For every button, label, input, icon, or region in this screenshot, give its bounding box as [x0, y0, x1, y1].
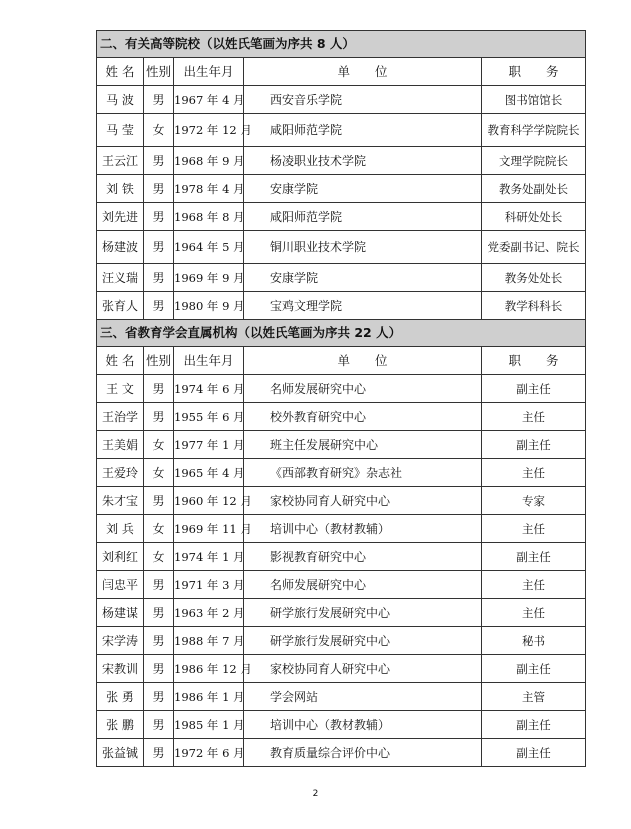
cell-birth: 1974 年 1 月	[174, 543, 244, 571]
cell-unit: 研学旅行发展研究中心	[244, 599, 482, 627]
cell-name: 刘 兵	[97, 515, 144, 543]
cell-gender: 男	[144, 147, 174, 175]
cell-birth: 1967 年 4 月	[174, 86, 244, 114]
cell-gender: 男	[144, 711, 174, 739]
cell-birth: 1965 年 4 月	[174, 459, 244, 487]
cell-gender: 男	[144, 292, 174, 320]
cell-unit: 校外教育研究中心	[244, 403, 482, 431]
header-name: 姓 名	[97, 347, 144, 375]
cell-gender: 女	[144, 543, 174, 571]
cell-position: 副主任	[482, 543, 586, 571]
cell-position: 专家	[482, 487, 586, 515]
cell-gender: 男	[144, 487, 174, 515]
cell-name: 宋学涛	[97, 627, 144, 655]
table-row	[97, 203, 586, 231]
cell-position: 党委副书记、院长	[482, 231, 586, 264]
cell-name: 宋教训	[97, 655, 144, 683]
header-unit: 单 位	[244, 347, 482, 375]
cell-position: 教学科科长	[482, 292, 586, 320]
cell-position: 图书馆馆长	[482, 86, 586, 114]
cell-unit: 名师发展研究中心	[244, 571, 482, 599]
cell-birth: 1955 年 6 月	[174, 403, 244, 431]
table-body	[97, 31, 586, 767]
cell-birth: 1964 年 5 月	[174, 231, 244, 264]
table-row	[97, 264, 586, 292]
cell-gender: 男	[144, 203, 174, 231]
cell-unit: 班主任发展研究中心	[244, 431, 482, 459]
cell-position: 教务处副处长	[482, 175, 586, 203]
cell-position: 副主任	[482, 375, 586, 403]
cell-birth: 1985 年 1 月	[174, 711, 244, 739]
cell-unit: 培训中心（教材教辅）	[244, 515, 482, 543]
cell-birth: 1972 年 6 月	[174, 739, 244, 767]
cell-unit: 铜川职业技术学院	[244, 231, 482, 264]
cell-birth: 1968 年 8 月	[174, 203, 244, 231]
cell-unit: 影视教育研究中心	[244, 543, 482, 571]
header-position: 职 务	[482, 58, 586, 86]
cell-position: 秘书	[482, 627, 586, 655]
cell-unit: 名师发展研究中心	[244, 375, 482, 403]
cell-position: 副主任	[482, 711, 586, 739]
cell-name: 刘先进	[97, 203, 144, 231]
cell-unit: 家校协同育人研究中心	[244, 655, 482, 683]
cell-birth: 1969 年 11 月	[174, 515, 244, 543]
table-row	[97, 175, 586, 203]
table-row	[97, 431, 586, 459]
table-row	[97, 515, 586, 543]
cell-name: 闫忠平	[97, 571, 144, 599]
cell-name: 王云江	[97, 147, 144, 175]
cell-name: 杨建波	[97, 231, 144, 264]
cell-unit: 西安音乐学院	[244, 86, 482, 114]
cell-gender: 女	[144, 431, 174, 459]
cell-unit: 宝鸡文理学院	[244, 292, 482, 320]
cell-birth: 1963 年 2 月	[174, 599, 244, 627]
cell-gender: 女	[144, 515, 174, 543]
cell-birth: 1986 年 1 月	[174, 683, 244, 711]
cell-gender: 男	[144, 231, 174, 264]
cell-name: 张益铖	[97, 739, 144, 767]
table-row	[97, 375, 586, 403]
cell-gender: 男	[144, 375, 174, 403]
table-row	[97, 711, 586, 739]
cell-gender: 女	[144, 459, 174, 487]
cell-gender: 男	[144, 599, 174, 627]
cell-position: 主任	[482, 459, 586, 487]
cell-position: 主任	[482, 571, 586, 599]
cell-position: 主管	[482, 683, 586, 711]
cell-position: 主任	[482, 599, 586, 627]
cell-position: 文理学院院长	[482, 147, 586, 175]
cell-position: 主任	[482, 515, 586, 543]
cell-name: 刘 铁	[97, 175, 144, 203]
header-position: 职 务	[482, 347, 586, 375]
cell-name: 汪义瑞	[97, 264, 144, 292]
cell-position: 副主任	[482, 739, 586, 767]
table-row	[97, 543, 586, 571]
cell-position: 副主任	[482, 655, 586, 683]
cell-gender: 男	[144, 683, 174, 711]
cell-unit: 家校协同育人研究中心	[244, 487, 482, 515]
header-birth: 出生年月	[174, 58, 244, 86]
header-gender: 性别	[144, 347, 174, 375]
cell-position: 副主任	[482, 431, 586, 459]
table-row	[97, 683, 586, 711]
cell-gender: 男	[144, 739, 174, 767]
cell-gender: 女	[144, 114, 174, 147]
section-title-row	[97, 320, 586, 347]
table-row	[97, 655, 586, 683]
header-row	[97, 58, 586, 86]
cell-unit: 培训中心（教材教辅）	[244, 711, 482, 739]
cell-birth: 1988 年 7 月	[174, 627, 244, 655]
cell-unit: 安康学院	[244, 264, 482, 292]
cell-gender: 男	[144, 627, 174, 655]
cell-name: 王 文	[97, 375, 144, 403]
cell-unit: 《西部教育研究》杂志社	[244, 459, 482, 487]
document-page	[96, 30, 585, 767]
table-row	[97, 599, 586, 627]
section-title: 三、省教育学会直属机构（以姓氏笔画为序共 22 人）	[97, 320, 586, 347]
page-number: 2	[312, 789, 319, 799]
table-row	[97, 114, 586, 147]
cell-name: 王治学	[97, 403, 144, 431]
cell-name: 刘利红	[97, 543, 144, 571]
cell-gender: 男	[144, 403, 174, 431]
header-name: 姓 名	[97, 58, 144, 86]
table-row	[97, 147, 586, 175]
cell-birth: 1980 年 9 月	[174, 292, 244, 320]
cell-birth: 1960 年 12 月	[174, 487, 244, 515]
cell-birth: 1972 年 12 月	[174, 114, 244, 147]
cell-birth: 1977 年 1 月	[174, 431, 244, 459]
cell-birth: 1974 年 6 月	[174, 375, 244, 403]
table-row	[97, 739, 586, 767]
cell-position: 教育科学学院院长	[482, 114, 586, 147]
cell-name: 杨建谋	[97, 599, 144, 627]
cell-position: 科研处处长	[482, 203, 586, 231]
cell-birth: 1978 年 4 月	[174, 175, 244, 203]
table-row	[97, 292, 586, 320]
section-title: 二、有关高等院校（以姓氏笔画为序共 8 人）	[97, 31, 586, 58]
header-row	[97, 347, 586, 375]
table-row	[97, 459, 586, 487]
section-title-row	[97, 31, 586, 58]
cell-unit: 咸阳师范学院	[244, 114, 482, 147]
cell-unit: 教育质量综合评价中心	[244, 739, 482, 767]
cell-position: 教务处处长	[482, 264, 586, 292]
cell-name: 王爱玲	[97, 459, 144, 487]
table-row	[97, 86, 586, 114]
header-gender: 性别	[144, 58, 174, 86]
cell-birth: 1968 年 9 月	[174, 147, 244, 175]
cell-unit: 安康学院	[244, 175, 482, 203]
cell-gender: 男	[144, 175, 174, 203]
table-row	[97, 231, 586, 264]
cell-birth: 1986 年 12 月	[174, 655, 244, 683]
cell-gender: 男	[144, 264, 174, 292]
cell-position: 主任	[482, 403, 586, 431]
cell-name: 张育人	[97, 292, 144, 320]
cell-name: 张 鹏	[97, 711, 144, 739]
cell-name: 张 勇	[97, 683, 144, 711]
cell-name: 朱才宝	[97, 487, 144, 515]
header-birth: 出生年月	[174, 347, 244, 375]
cell-gender: 男	[144, 655, 174, 683]
cell-gender: 男	[144, 86, 174, 114]
cell-unit: 研学旅行发展研究中心	[244, 627, 482, 655]
table-row	[97, 627, 586, 655]
cell-gender: 男	[144, 571, 174, 599]
cell-name: 王美娟	[97, 431, 144, 459]
cell-name: 马 波	[97, 86, 144, 114]
header-unit: 单 位	[244, 58, 482, 86]
table-row	[97, 487, 586, 515]
cell-birth: 1971 年 3 月	[174, 571, 244, 599]
cell-unit: 学会网站	[244, 683, 482, 711]
personnel-table	[96, 30, 586, 767]
cell-name: 马 莹	[97, 114, 144, 147]
table-row	[97, 571, 586, 599]
cell-unit: 杨凌职业技术学院	[244, 147, 482, 175]
cell-birth: 1969 年 9 月	[174, 264, 244, 292]
cell-unit: 咸阳师范学院	[244, 203, 482, 231]
table-row	[97, 403, 586, 431]
